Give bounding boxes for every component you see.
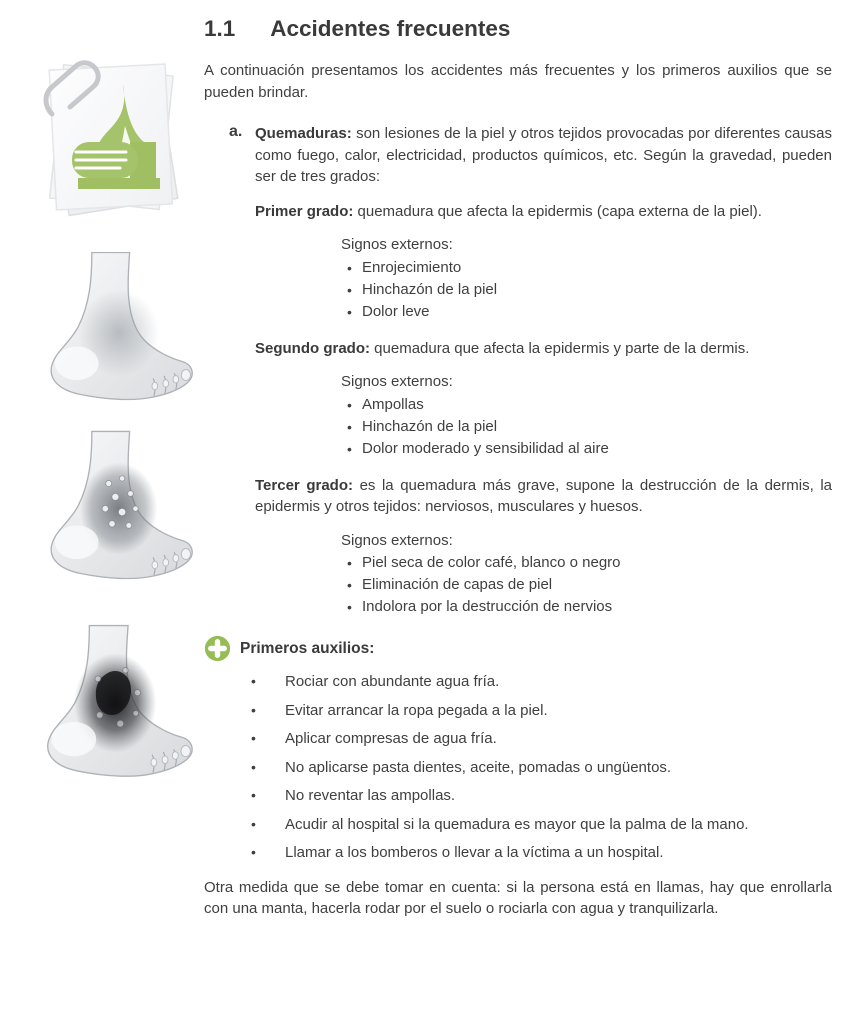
first-aid-item: • Acudir al hospital si la quemadura es mayor que la palma de la mano. xyxy=(204,814,832,836)
grade-1-paragraph xyxy=(255,201,832,223)
grade-2-text: quemadura que afecta la epidermis y parte de la dermis. xyxy=(374,339,750,357)
grade-1-term: Primer grado: xyxy=(255,202,354,220)
first-aid-item: • Llamar a los bomberos o llevar a la víctima a un hospital. xyxy=(204,842,832,864)
first-aid-label: Primeros auxilios: xyxy=(240,639,375,657)
sign-item: • Piel seca de color café, blanco o negro xyxy=(341,552,832,574)
grade-3-signs xyxy=(255,530,832,619)
sign-item: • Indolora por la destrucción de nervios xyxy=(341,596,832,618)
main-text-column xyxy=(204,14,832,920)
grade-1-text: quemadura que afecta la epidermis (capa externa de la piel). xyxy=(357,202,762,220)
sign-item: • Hinchazón de la piel xyxy=(341,416,832,438)
list-item-quemaduras xyxy=(204,123,832,188)
grade-3-text: es la quemadura más grave, supone la destrucción de la dermis, la epidermis y otros tejidos: nerviosos, musculares y huesos. xyxy=(255,476,832,515)
grade-2-term: Segundo grado: xyxy=(255,339,370,357)
sign-item: • Ampollas xyxy=(341,394,832,416)
first-aid-item: • No aplicarse pasta dientes, aceite, pomadas o ungüentos. xyxy=(204,757,832,779)
signs-label: Signos externos: xyxy=(341,531,453,549)
grade-3-term: Tercer grado: xyxy=(255,476,353,494)
first-aid-header xyxy=(204,635,832,662)
section-number: 1.1 xyxy=(204,16,236,41)
intro-paragraph: A continuación presentamos los accidentes más frecuentes y los primeros auxilios que se pueden brindar. xyxy=(204,62,832,101)
sign-item: • Dolor moderado y sensibilidad al aire xyxy=(341,438,832,460)
section-heading xyxy=(204,14,832,44)
first-aid-item: • No reventar las ampollas. xyxy=(204,785,832,807)
sign-item: • Enrojecimiento xyxy=(341,257,832,279)
signs-list xyxy=(341,257,832,323)
first-aid-list xyxy=(204,671,832,864)
first-aid-item: • Rociar con abundante agua fría. xyxy=(204,671,832,693)
grade-block-3 xyxy=(204,475,832,619)
grade-block-2 xyxy=(204,338,832,460)
sign-item: • Hinchazón de la piel xyxy=(341,279,832,301)
grade-3-paragraph xyxy=(255,475,832,518)
signs-label: Signos externos: xyxy=(341,373,453,390)
list-marker-a: a. xyxy=(229,123,243,140)
term-quemaduras: Quemaduras: xyxy=(255,125,352,142)
quemaduras-paragraph xyxy=(255,123,832,188)
first-aid-item: • Evitar arrancar la ropa pegada a la piel. xyxy=(204,700,832,722)
closing-paragraph: Otra medida que se debe tomar en cuenta: si la persona está en llamas, hay que enrollarla con una manta, hacerla rodar por el suelo o rociarla con agua y tranquilizarla. xyxy=(204,878,832,917)
signs-label: Signos externos: xyxy=(341,236,453,253)
foot-third-degree-illustration xyxy=(24,608,196,798)
first-aid-cross-icon xyxy=(204,635,231,662)
burn-first-aid-illustration xyxy=(26,46,196,224)
quemaduras-text: son lesiones de la piel y otros tejidos provocadas por diferentes causas como fuego, calor, electricidad, productos químicos, etc. Según la gravedad, pueden ser de tres grados: xyxy=(255,125,833,185)
first-aid-item: • Aplicar compresas de agua fría. xyxy=(204,728,832,750)
grade-2-signs xyxy=(255,371,832,460)
grade-block-1 xyxy=(204,201,832,323)
paper-stack-flame-hand-icon xyxy=(26,46,196,224)
foot-first-degree-illustration xyxy=(28,252,196,404)
grade-1-signs xyxy=(255,234,832,323)
foot-second-degree-illustration xyxy=(28,420,196,594)
sign-item: • Eliminación de capas de piel xyxy=(341,574,832,596)
signs-list xyxy=(341,394,832,460)
grade-2-paragraph xyxy=(255,338,832,360)
section-title: Accidentes frecuentes xyxy=(270,16,511,41)
signs-list xyxy=(341,552,832,618)
sign-item: • Dolor leve xyxy=(341,301,832,323)
